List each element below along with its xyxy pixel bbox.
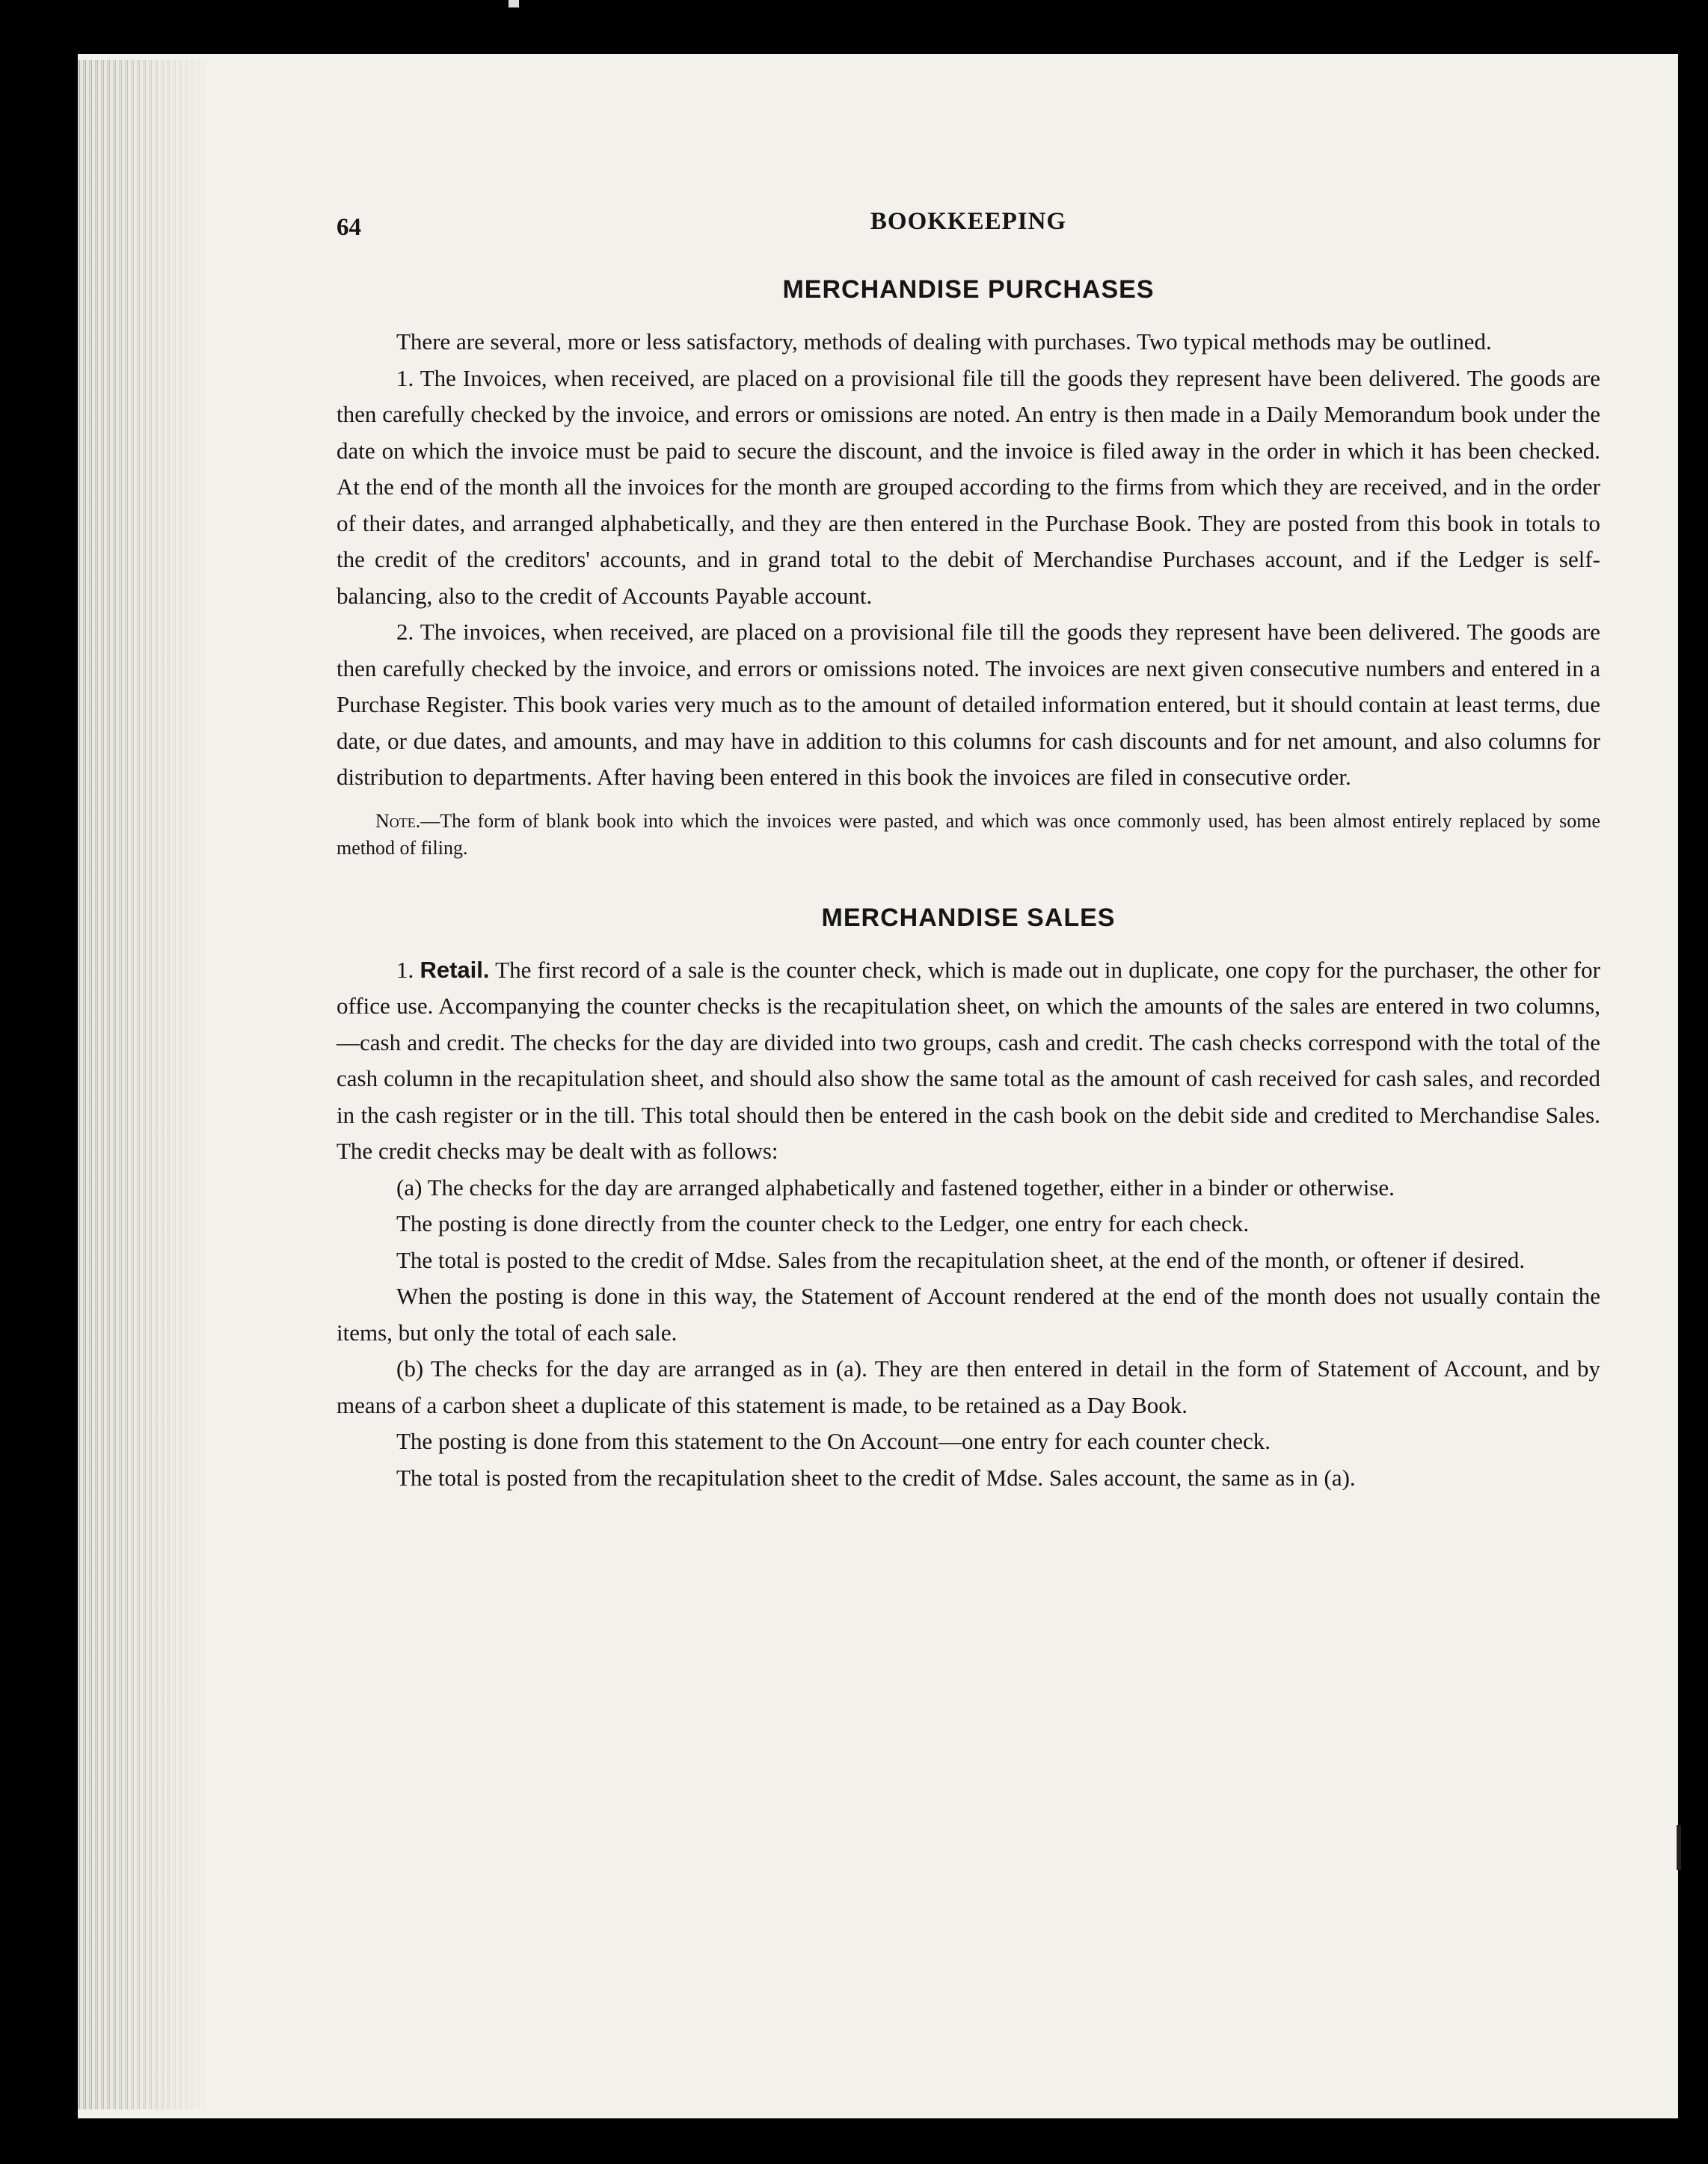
purchases-method-1-paragraph: 1. The Invoices, when received, are placed on a provisional file till the goods they represent have been delivered. The goods are then carefully checked by the invoice, and errors or omissions are noted. An entry is then made in a Daily Memorandum book under the date on which the invoice must be paid to secure the discount, and the invoice is filed away in the order in which it has been checked. At the end of the month all the invoices for the month are grouped according to the firms from which they are received, and in the order of their dates, and arranged alphabetically, and they are then entered in the Purchase Book. They are posted from this book in totals to the credit of the creditors' accounts, and in grand total to the debit of Merchandise Purchases account, and if the Ledger is self-balancing, also to the credit of Accounts Payable account. bbox=[337, 364, 1600, 609]
retail-text: The first record of a sale is the counter check, which is made out in duplicate, one copy for the purchaser, the other for office use. Accompanying the counter checks is the recapitulation sheet, on which the amounts of the sales are entered in two columns,—cash and credit. The checks for the day are divided into two groups, cash and credit. The cash checks correspond with the total of the cash column in the recapitulation sheet, and should also show the same total as the amount of cash received for cash sales, and recorded in the cash register or in the till. This total should then be entered in the cash book on the debit side and credited to Merchandise Sales. The credit checks may be dealt with as follows: bbox=[337, 956, 1600, 1164]
note-text: —The form of blank book into which the invoices were pasted, and which was once commonly used, has been almost entirely replaced by some method of filing. bbox=[337, 809, 1600, 859]
purchases-intro-paragraph: There are several, more or less satisfactory, methods of dealing with purchases. Two typical methods may be outlined. bbox=[396, 328, 1492, 355]
book-page-edges bbox=[78, 60, 205, 2109]
sales-item-a-paragraph: (a) The checks for the day are arranged alphabetically and fastened together, either in a binder or otherwise. bbox=[396, 1174, 1395, 1201]
section-heading-sales: MERCHANDISE SALES bbox=[821, 903, 1116, 932]
sales-total-a-paragraph: The total is posted to the credit of Mdse. Sales from the recapitulation sheet, at the end of the month, or oftener if desired. bbox=[396, 1246, 1526, 1273]
purchases-method-2-paragraph: 2. The invoices, when received, are placed on a provisional file till the goods they represent have been delivered. The goods are then carefully checked by the invoice, and errors or omissions noted. The invoices are next given consecutive numbers and entered in a Purchase Register. This book varies very much as to the amount of detailed information entered, but it should contain at least terms, due date, or due dates, and amounts, and may have in addition to this columns for cash discounts and for net amount, and also columns for distribution to departments. After having been entered in this book the invoices are filed in consecutive order. bbox=[337, 619, 1600, 790]
section-heading-purchases: MERCHANDISE PURCHASES bbox=[782, 275, 1155, 304]
note-label: Note. bbox=[375, 809, 421, 832]
running-title: BOOKKEEPING bbox=[870, 208, 1067, 235]
sales-posting-a-paragraph: The posting is done directly from the counter check to the Ledger, one entry for each check. bbox=[396, 1210, 1250, 1236]
sales-retail-paragraph bbox=[337, 952, 1600, 1170]
text-block bbox=[337, 202, 1600, 1496]
retail-number: 1. bbox=[396, 956, 414, 983]
scan-artifact bbox=[509, 0, 519, 7]
purchases-note bbox=[337, 808, 1600, 862]
running-head bbox=[337, 202, 1600, 247]
scan-artifact-edge bbox=[1677, 1825, 1681, 1870]
sales-total-b-paragraph: The total is posted from the recapitulation sheet to the credit of Mdse. Sales account, the same as in (a). bbox=[396, 1464, 1356, 1491]
sales-statement-a-paragraph: When the posting is done in this way, the Statement of Account rendered at the end of the month does not usually contain the items, but only the total of each sale. bbox=[337, 1283, 1600, 1346]
page-number: 64 bbox=[337, 214, 361, 241]
sales-posting-b-paragraph: The posting is done from this statement to the On Account—one entry for each counter check. bbox=[396, 1428, 1271, 1454]
retail-label: Retail. bbox=[420, 956, 490, 983]
sales-item-b-paragraph: (b) The checks for the day are arranged as in (a). They are then entered in detail in the form of Statement of Account, and by means of a carbon sheet a duplicate of this statement is made, to be retained as a Day Book. bbox=[337, 1355, 1600, 1418]
